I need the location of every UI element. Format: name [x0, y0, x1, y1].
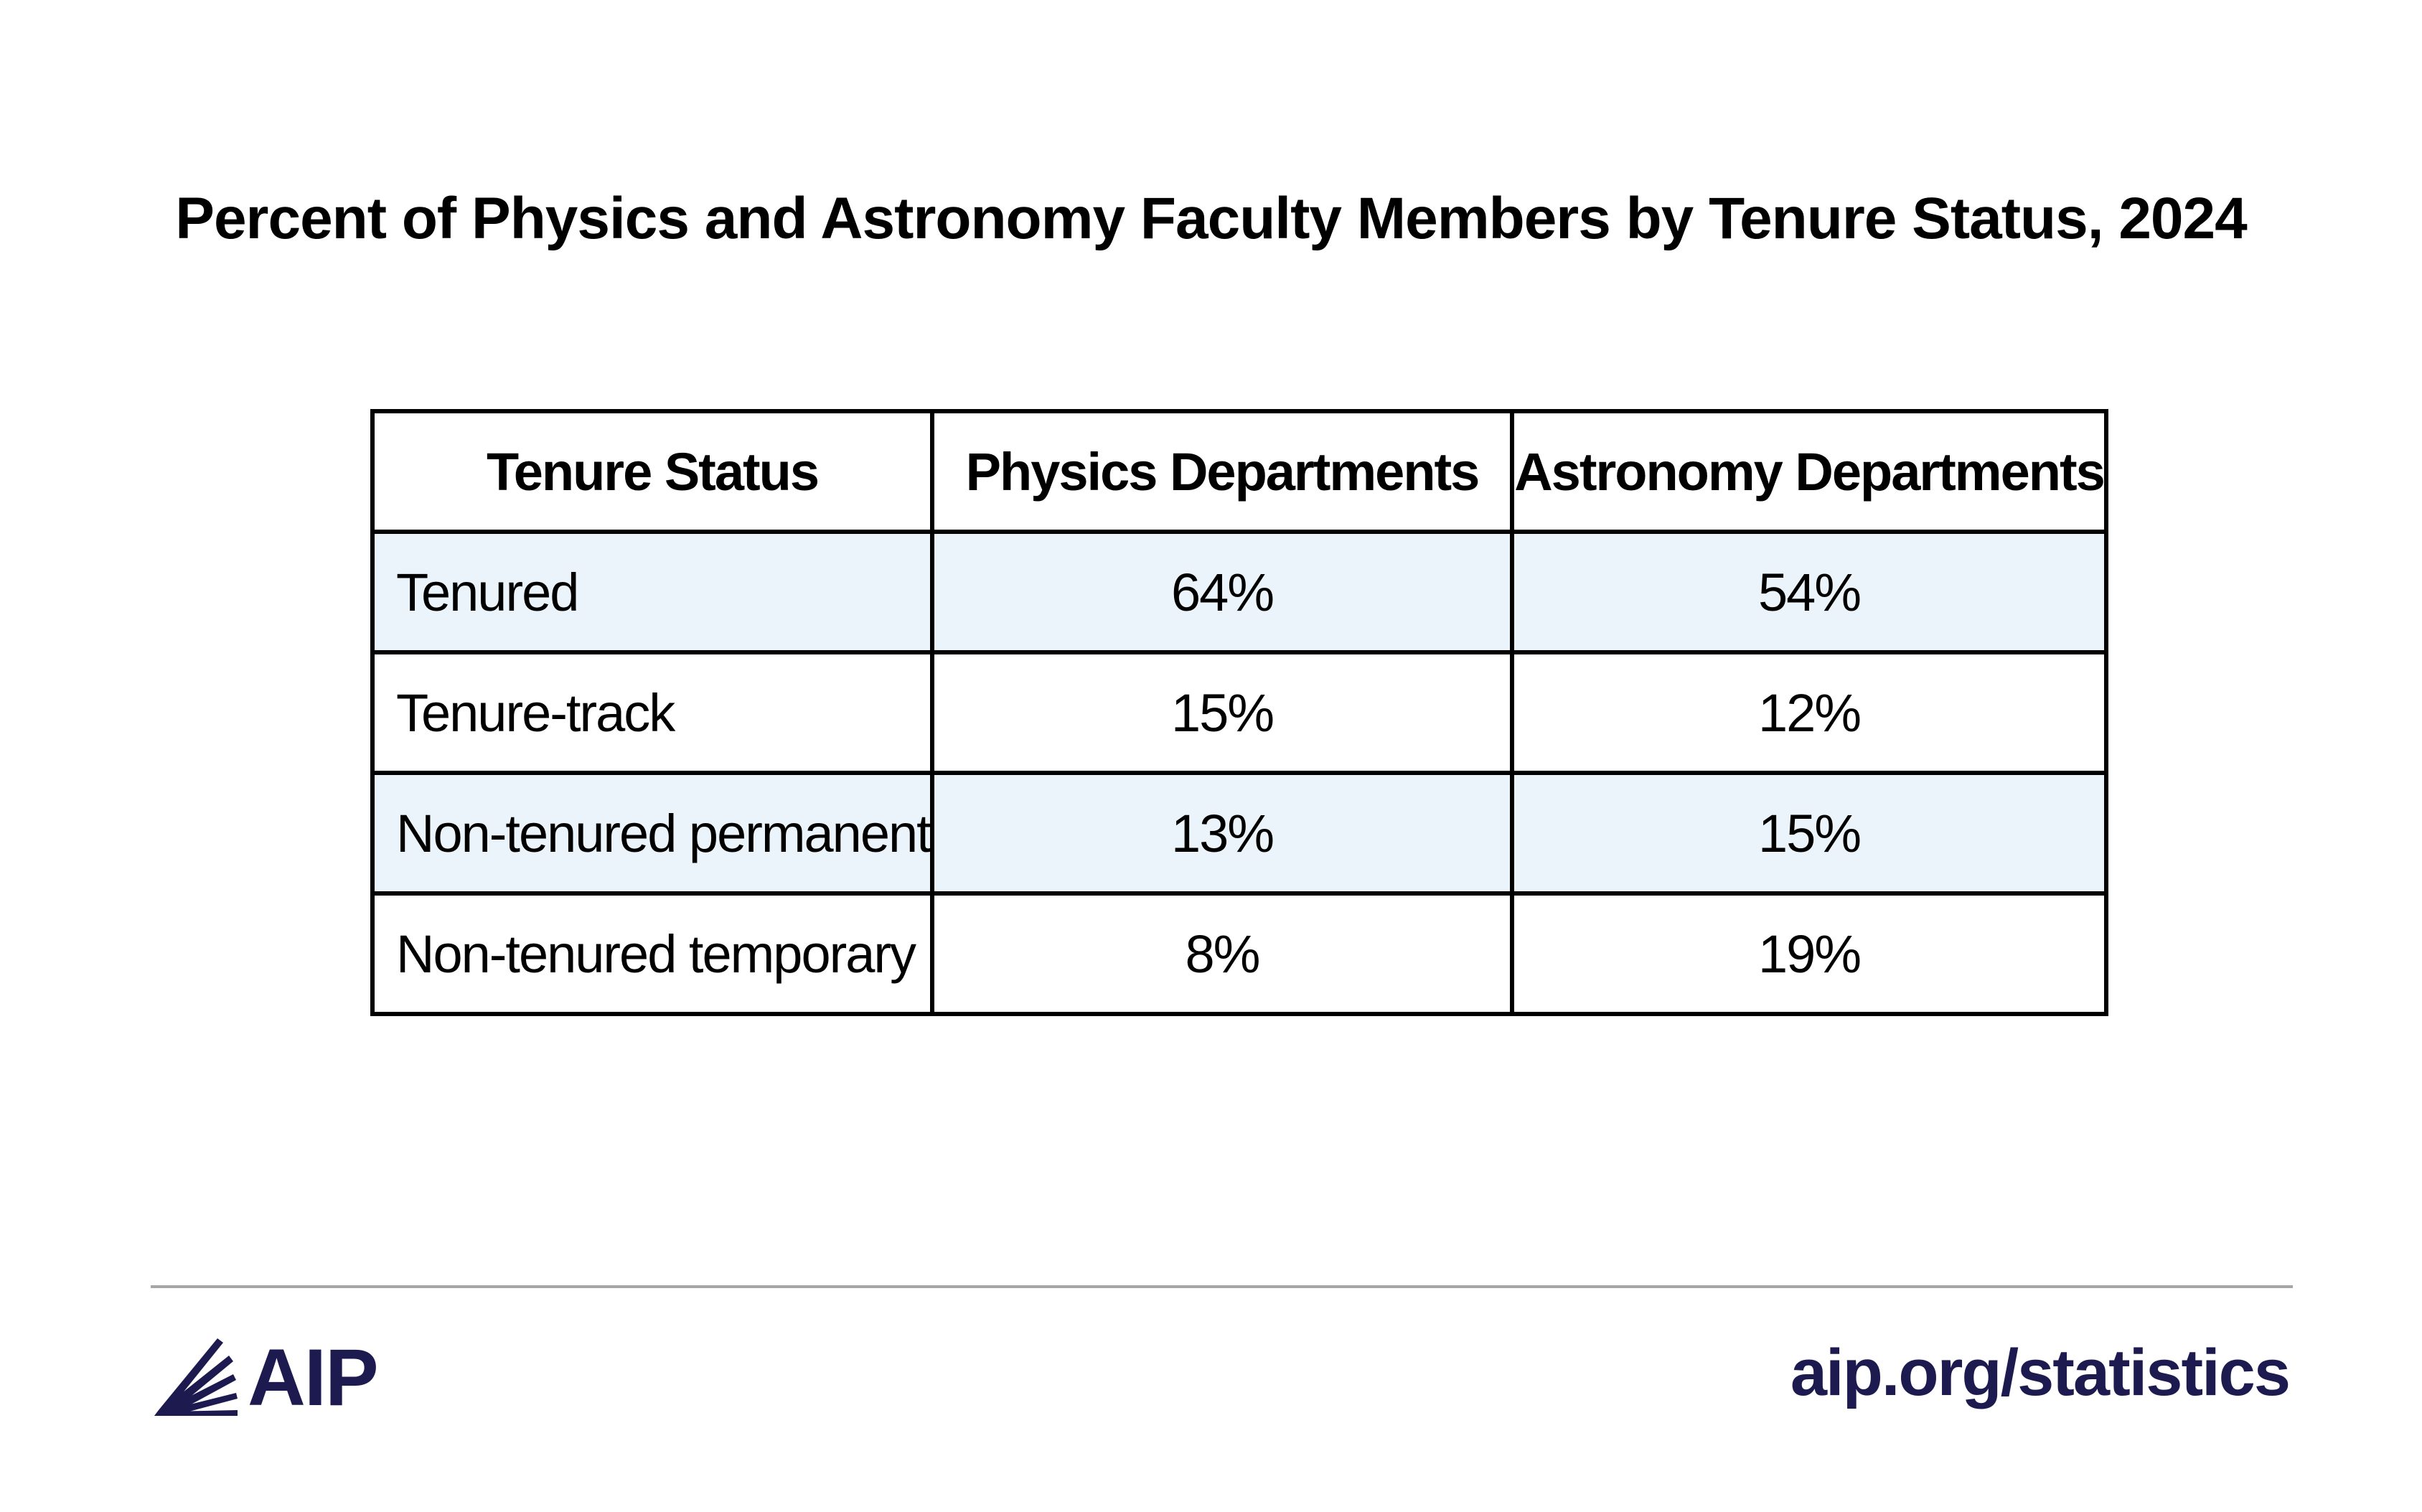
table-cell: 54%: [1512, 532, 2106, 652]
table-cell: 15%: [932, 652, 1512, 773]
row-label: Non-tenured temporary: [372, 893, 932, 1014]
column-header: Tenure Status: [372, 411, 932, 532]
table-cell: 19%: [1512, 893, 2106, 1014]
statistics-url: aip.org/statistics: [1790, 1336, 2289, 1409]
aip-logo: [154, 1335, 377, 1421]
table-row: [372, 773, 2106, 893]
aip-rays-icon: [154, 1338, 238, 1417]
row-label: Tenure-track: [372, 652, 932, 773]
table-row: [372, 532, 2106, 652]
column-header: Physics Departments: [932, 411, 1512, 532]
chart-title: Percent of Physics and Astronomy Faculty Members by Tenure Status, 2024: [175, 186, 2247, 251]
row-label: Tenured: [372, 532, 932, 652]
row-label: Non-tenured permanent: [372, 773, 932, 893]
table-row: [372, 652, 2106, 773]
footer-divider: [151, 1285, 2293, 1288]
table-cell: 64%: [932, 532, 1512, 652]
table-cell: 8%: [932, 893, 1512, 1014]
table-cell: 12%: [1512, 652, 2106, 773]
table-cell: 13%: [932, 773, 1512, 893]
column-header: Astronomy Departments: [1512, 411, 2106, 532]
logo-wordmark: AIP: [248, 1333, 377, 1422]
table-header-row: [372, 411, 2106, 532]
tenure-status-table: [370, 409, 2108, 1016]
table-row: [372, 893, 2106, 1014]
table-cell: 15%: [1512, 773, 2106, 893]
